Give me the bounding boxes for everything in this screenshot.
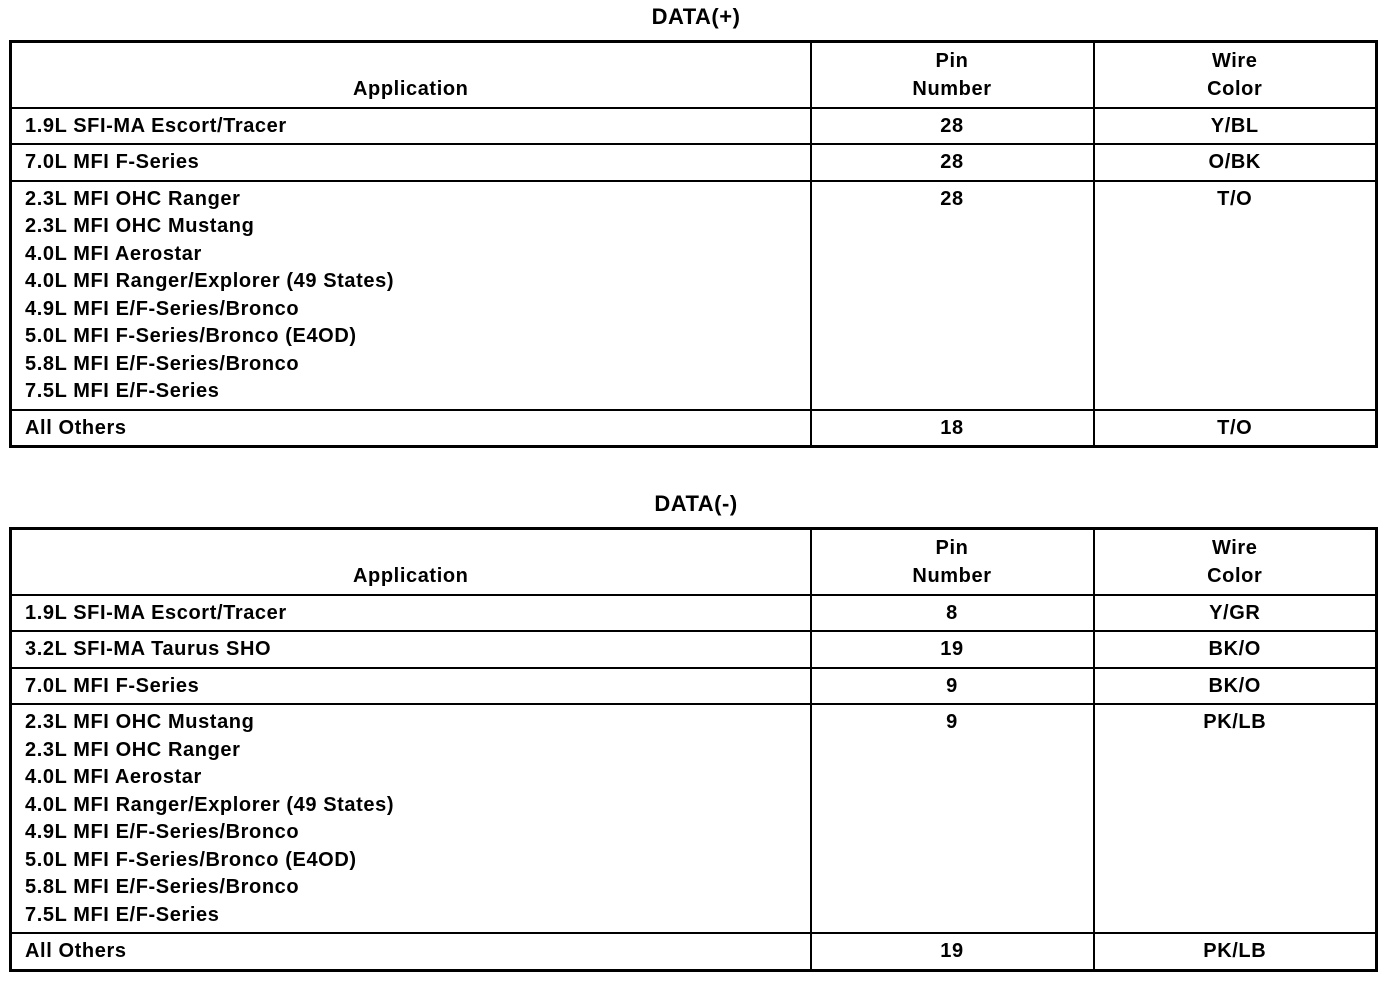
application-line: 5.0L MFI F-Series/Bronco (E4OD) bbox=[25, 325, 357, 347]
pin-number-cell: 9 bbox=[811, 704, 1094, 933]
header-application: Application bbox=[11, 42, 811, 108]
header-pin-line1: Pin bbox=[935, 536, 969, 559]
application-cell bbox=[11, 933, 811, 970]
application-line: 5.0L MFI F-Series/Bronco (E4OD) bbox=[25, 848, 357, 871]
table-row bbox=[11, 595, 1377, 632]
application-line: 4.9L MFI E/F-Series/Bronco bbox=[25, 297, 300, 320]
table-row bbox=[11, 144, 1377, 181]
application-line: 2.3L MFI OHC Mustang bbox=[25, 215, 255, 237]
application-line: 1.9L SFI-MA Escort/Tracer bbox=[25, 601, 287, 624]
wire-color-cell: T/O bbox=[1094, 410, 1377, 447]
wire-color-cell: Y/GR bbox=[1094, 595, 1377, 632]
application-line: 2.3L MFI OHC Ranger bbox=[25, 187, 241, 210]
application-cell bbox=[11, 631, 811, 668]
header-application: Application bbox=[11, 529, 811, 595]
pin-number-cell: 28 bbox=[811, 108, 1094, 145]
application-cell bbox=[11, 595, 811, 632]
application-cell bbox=[11, 181, 811, 410]
table-row bbox=[11, 668, 1377, 705]
application-line: 5.8L MFI E/F-Series/Bronco bbox=[25, 352, 300, 375]
header-pin-line1: Pin bbox=[935, 49, 969, 72]
header-row bbox=[11, 529, 1377, 595]
application-line: 7.5L MFI E/F-Series bbox=[25, 380, 220, 402]
application-cell bbox=[11, 668, 811, 705]
data-minus-table bbox=[9, 527, 1378, 972]
section-title-data-minus: DATA(-) bbox=[654, 491, 738, 516]
table-row bbox=[11, 704, 1377, 933]
application-cell bbox=[11, 108, 811, 145]
header-wire-color bbox=[1094, 42, 1377, 108]
table-body bbox=[11, 595, 1377, 971]
application-line: 4.0L MFI Aerostar bbox=[25, 242, 202, 265]
application-cell bbox=[11, 704, 811, 933]
pin-number-cell: 18 bbox=[811, 410, 1094, 447]
application-line: 7.0L MFI F-Series bbox=[25, 674, 200, 697]
table-row bbox=[11, 631, 1377, 668]
application-line: 3.2L SFI-MA Taurus SHO bbox=[25, 638, 272, 660]
header-pin-number bbox=[811, 42, 1094, 108]
table-row bbox=[11, 933, 1377, 970]
application-line: 4.9L MFI E/F-Series/Bronco bbox=[25, 821, 300, 843]
application-cell bbox=[11, 410, 811, 447]
header-wire-color bbox=[1094, 529, 1377, 595]
application-line: 7.5L MFI E/F-Series bbox=[25, 903, 220, 926]
pin-number-cell: 28 bbox=[811, 144, 1094, 181]
section-title-data-plus: DATA(+) bbox=[651, 4, 741, 29]
pin-number-cell: 19 bbox=[811, 631, 1094, 668]
wire-color-cell: O/BK bbox=[1094, 144, 1377, 181]
wire-color-cell: T/O bbox=[1094, 181, 1377, 410]
wire-color-cell: PK/LB bbox=[1094, 704, 1377, 933]
application-line: 1.9L SFI-MA Escort/Tracer bbox=[25, 114, 287, 137]
application-line: 2.3L MFI OHC Ranger bbox=[25, 738, 241, 761]
wire-color-cell: PK/LB bbox=[1094, 933, 1377, 970]
table-row bbox=[11, 410, 1377, 447]
header-pin-number bbox=[811, 529, 1094, 595]
application-line: All Others bbox=[25, 940, 127, 962]
header-pin-line2: Number bbox=[912, 564, 992, 587]
header-row bbox=[11, 42, 1377, 108]
wire-color-cell: BK/O bbox=[1094, 631, 1377, 668]
pin-number-cell: 8 bbox=[811, 595, 1094, 632]
header-pin-line2: Number bbox=[912, 77, 992, 100]
header-wire-line2: Color bbox=[1207, 77, 1263, 100]
application-line: 7.0L MFI F-Series bbox=[25, 151, 200, 173]
pin-number-cell: 19 bbox=[811, 933, 1094, 970]
pin-number-cell: 28 bbox=[811, 181, 1094, 410]
table-body bbox=[11, 108, 1377, 447]
header-wire-line2: Color bbox=[1207, 564, 1263, 587]
application-line: 4.0L MFI Ranger/Explorer (49 States) bbox=[25, 793, 395, 816]
header-wire-line1: Wire bbox=[1211, 536, 1258, 559]
table-row bbox=[11, 181, 1377, 410]
wire-color-cell: BK/O bbox=[1094, 668, 1377, 705]
application-cell bbox=[11, 144, 811, 181]
application-line: 4.0L MFI Ranger/Explorer (49 States) bbox=[25, 270, 395, 292]
wire-color-cell: Y/BL bbox=[1094, 108, 1377, 145]
pin-number-cell: 9 bbox=[811, 668, 1094, 705]
application-line: All Others bbox=[25, 416, 127, 439]
application-line: 2.3L MFI OHC Mustang bbox=[25, 711, 255, 733]
header-wire-line1: Wire bbox=[1211, 49, 1258, 72]
table-row bbox=[11, 108, 1377, 145]
data-plus-table bbox=[9, 40, 1378, 448]
application-line: 4.0L MFI Aerostar bbox=[25, 766, 202, 788]
application-line: 5.8L MFI E/F-Series/Bronco bbox=[25, 876, 300, 898]
